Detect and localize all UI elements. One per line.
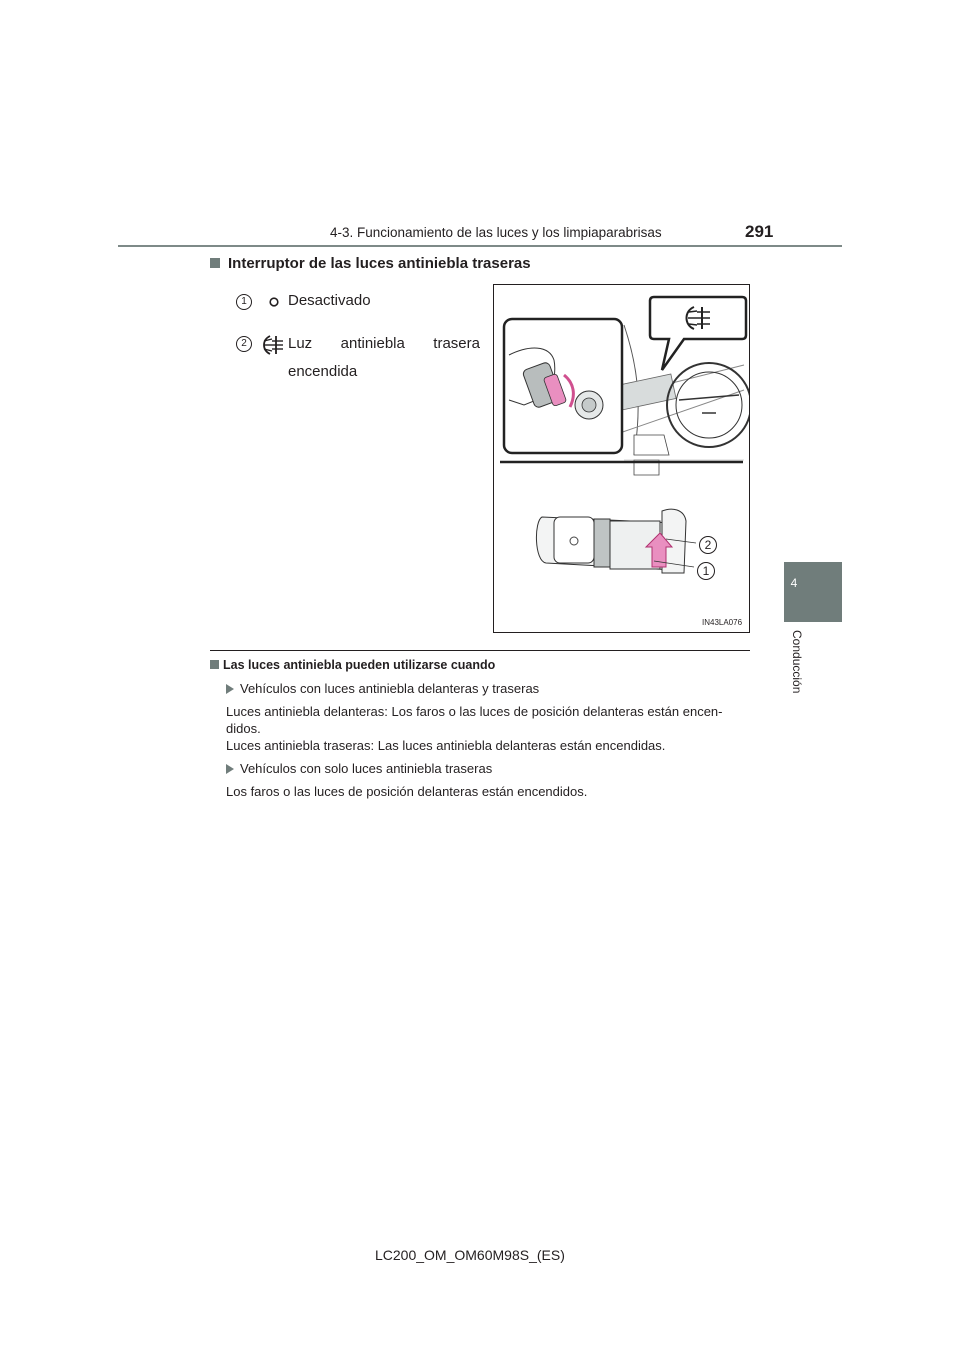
case-1-line-2: didos. [226,721,261,736]
page-number: 291 [745,222,774,241]
item-number-2: 2 [236,336,252,352]
rear-fog-light-icon [260,332,286,358]
triangle-bullet-icon [226,764,234,774]
case-1-line-3: Luces antiniebla traseras: Las luces antiniebla delanteras están encendidas. [226,738,666,753]
chapter-label: Conducción [790,630,804,694]
header-divider [118,245,842,247]
chapter-number: 4 [790,576,798,590]
case-1-heading: Vehículos con luces antiniebla delanteras y traseras [226,681,539,696]
square-bullet-icon [210,258,220,268]
figure-callout-1: 1 [697,562,715,580]
item-1-text: Desactivado [288,292,371,309]
document-code: LC200_OM_OM60M98S_(ES) [375,1247,565,1263]
switch-illustration [493,284,750,633]
header-title: 4-3. Funcionamiento de las luces y los limpiaparabrisas [330,225,662,240]
case-2-heading: Vehículos con solo luces antiniebla traseras [226,761,492,776]
figure-callout-2: 2 [699,536,717,554]
item-2-text-line1: Luz antiniebla trasera [288,335,480,352]
chapter-tab [784,562,842,622]
square-bullet-icon [210,660,219,669]
figure-code: IN43LA076 [702,618,743,627]
note-divider [210,650,750,651]
item-2-text-line2: encendida [288,363,358,380]
case-2-line-1: Los faros o las luces de posición delanteras están encendidos. [226,784,588,799]
triangle-bullet-icon [226,684,234,694]
off-circle-icon [268,296,280,308]
case-1-line-1: Luces antiniebla delanteras: Los faros o las luces de posición delanteras están encen- [226,704,723,719]
section-title: Interruptor de las luces antiniebla traseras [210,255,531,272]
note-title: Las luces antiniebla pueden utilizarse cuando [210,658,495,672]
item-number-1: 1 [236,294,252,310]
illustration-drawing [494,285,749,632]
